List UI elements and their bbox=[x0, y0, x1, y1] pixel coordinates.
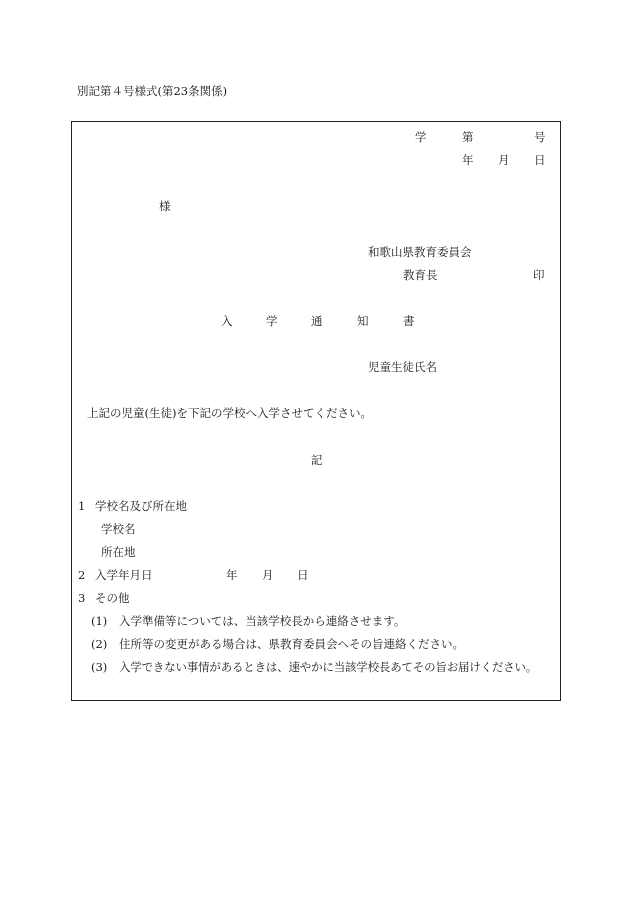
item-number: 3 bbox=[78, 591, 86, 605]
item-label: 入学年月日 bbox=[95, 568, 153, 582]
document-title-char: 知 bbox=[357, 314, 369, 328]
note-number: (3) bbox=[91, 660, 108, 674]
school-name-label: 学校名 bbox=[101, 522, 136, 536]
note-number: (2) bbox=[91, 637, 108, 651]
item-label: その他 bbox=[95, 591, 130, 605]
note-text: 入学できない事情があるときは、速やかに当該学校長あてその旨お届けください。 bbox=[119, 660, 538, 674]
addressee-suffix: 様 bbox=[159, 199, 171, 213]
note-text: 入学準備等については、当該学校長から連絡させます。 bbox=[119, 614, 406, 628]
number-go: 号 bbox=[534, 130, 546, 144]
number-dai: 第 bbox=[462, 130, 474, 144]
admission-day: 日 bbox=[297, 568, 309, 582]
issuer-organization: 和歌山県教育委員会 bbox=[368, 245, 472, 259]
issuer-seal: 印 bbox=[533, 268, 545, 282]
form-label: 別記第４号様式(第23条関係) bbox=[77, 84, 228, 98]
document-title-char: 通 bbox=[311, 314, 323, 328]
number-gaku: 学 bbox=[415, 130, 427, 144]
document-title-char: 学 bbox=[266, 314, 278, 328]
document-title-char: 書 bbox=[403, 314, 415, 328]
ki-heading: 記 bbox=[311, 453, 323, 467]
item-label: 学校名及び所在地 bbox=[95, 499, 187, 513]
document-title-char: 入 bbox=[221, 314, 233, 328]
admission-month: 月 bbox=[262, 568, 274, 582]
item-number: 1 bbox=[78, 499, 86, 513]
item-number: 2 bbox=[78, 568, 86, 582]
note-number: (1) bbox=[91, 614, 108, 628]
school-address-label: 所在地 bbox=[101, 545, 136, 559]
body-text: 上記の児童(生徒)を下記の学校へ入学させてください。 bbox=[87, 406, 372, 420]
student-name-label: 児童生徒氏名 bbox=[368, 360, 437, 374]
admission-year: 年 bbox=[226, 568, 238, 582]
date-year: 年 bbox=[462, 153, 474, 167]
date-day: 日 bbox=[534, 153, 546, 167]
note-text: 住所等の変更がある場合は、県教育委員会へその旨連絡ください。 bbox=[119, 637, 464, 651]
issuer-title: 教育長 bbox=[403, 268, 438, 282]
date-month: 月 bbox=[498, 153, 510, 167]
